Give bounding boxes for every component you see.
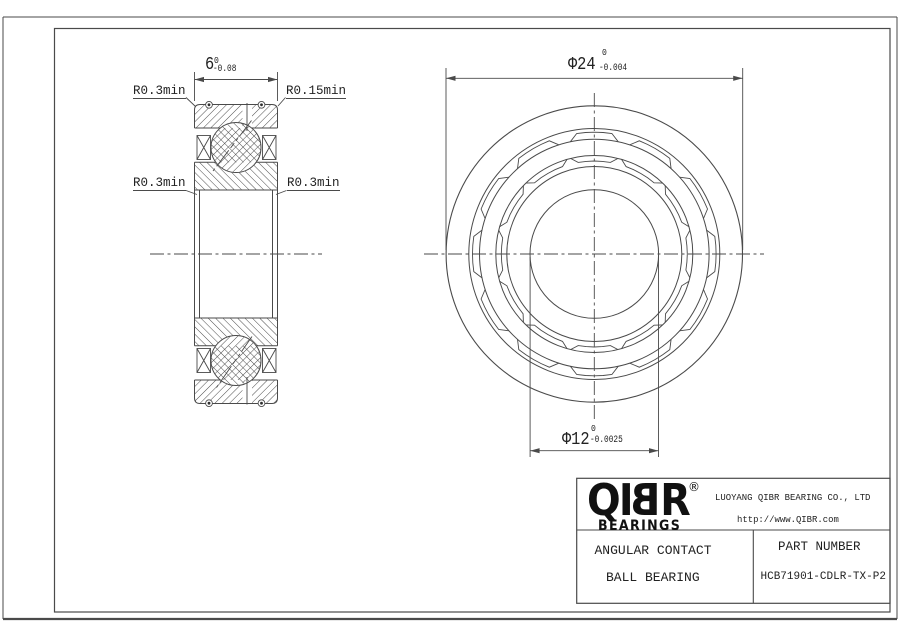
cage-pocket	[526, 325, 567, 349]
cage-pocket	[665, 281, 689, 322]
inner-ring-top-hatch	[195, 123, 278, 191]
bore-dimension-value: Φ12	[561, 429, 590, 450]
product-type-line2: BALL BEARING	[606, 569, 700, 585]
sheet-border	[3, 17, 897, 619]
product-type-line1: ANGULAR CONTACT	[594, 543, 712, 558]
part-number-value: HCB71901-CDLR-TX-P2	[760, 570, 886, 583]
registered-trademark-symbol: ®	[688, 480, 700, 494]
cage-pocket	[622, 325, 663, 349]
od-dimension-value: Φ24	[568, 54, 596, 75]
od-dimension-tol-lower: -0.004	[599, 63, 628, 74]
logo-letter: Q	[587, 475, 619, 526]
logo-letter: I	[618, 475, 632, 526]
logo-letter: R	[660, 475, 689, 526]
bore-dimension-tol-lower: -0.0025	[589, 435, 623, 446]
cage-pocket	[526, 159, 567, 183]
fillet-label-top-left: R0.3min	[133, 83, 186, 98]
cage-pocket	[622, 159, 663, 183]
width-dim-extension-lines	[195, 72, 278, 101]
width-dimension-tol-upper: 0	[213, 56, 219, 66]
company-website: http://www.QIBR.com	[737, 513, 839, 525]
fillet-label-mid-left: R0.3min	[133, 176, 186, 190]
cage-pocket	[500, 281, 524, 322]
logo-subtitle: BEARINGS	[598, 517, 682, 534]
cage-pocket	[500, 186, 524, 227]
fillet-label-mid-right: R0.3min	[287, 176, 340, 190]
cross-section-view	[150, 101, 322, 406]
od-dimension-tol-upper: 0	[601, 48, 607, 58]
part-number-label: PART NUMBER	[778, 540, 861, 554]
logo-letter: B	[631, 475, 661, 526]
width-dimension-value: 6	[204, 54, 214, 75]
company-name: LUOYANG QIBR BEARING CO., LTD	[715, 492, 871, 503]
cage-pocket	[665, 186, 689, 227]
front-view	[424, 93, 764, 421]
width-dimension-tol-lower: -0.08	[212, 64, 236, 75]
fillet-label-top-right: R0.15min	[286, 83, 347, 98]
bore-dimension-tol-upper: 0	[591, 423, 596, 434]
